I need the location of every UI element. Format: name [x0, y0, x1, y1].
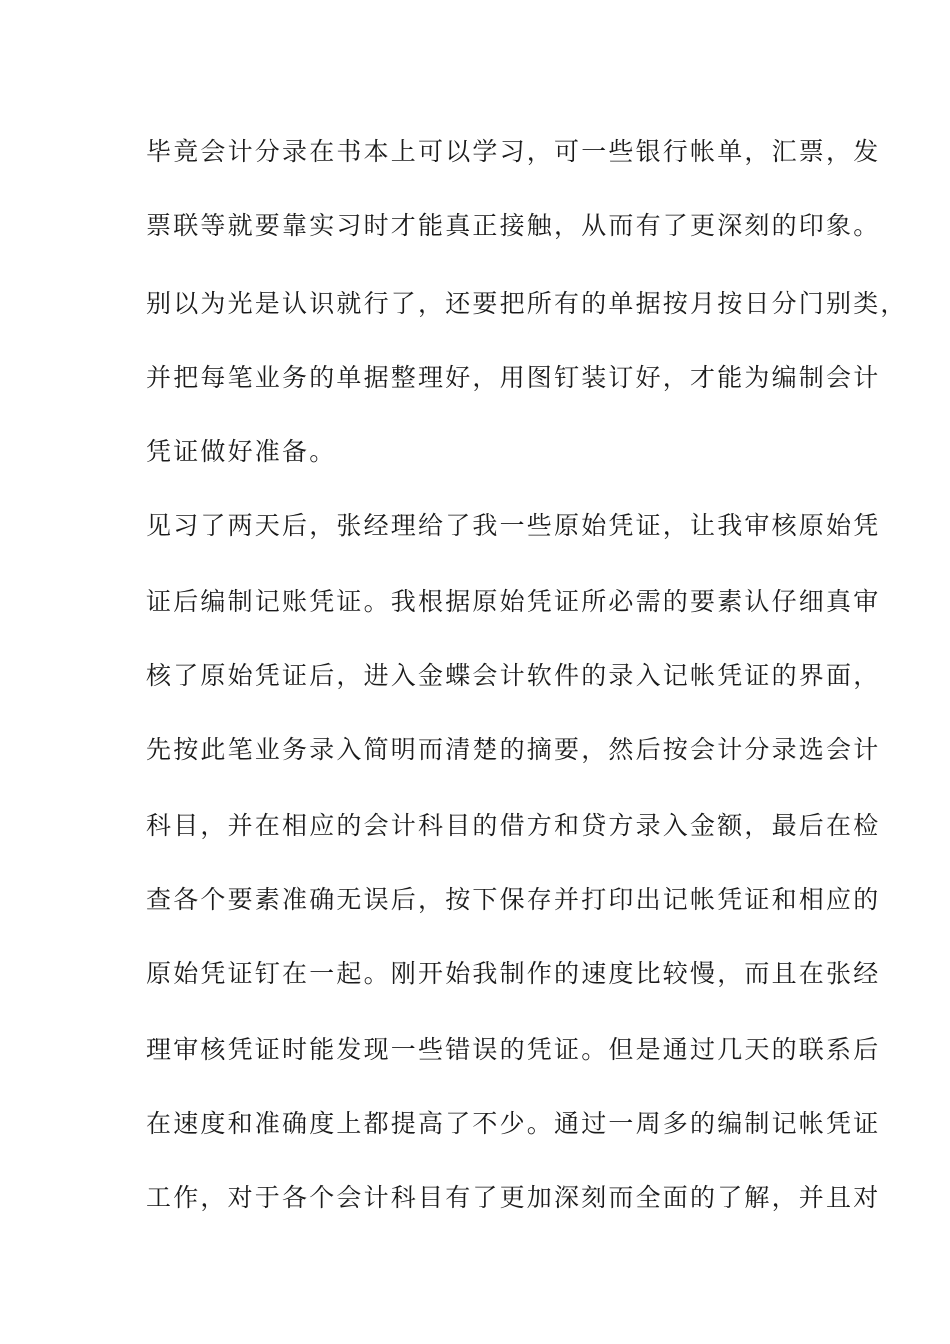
text-line-13: 理审核凭证时能发现一些错误的凭证。但是通过几天的联系后 [146, 1035, 881, 1064]
text-line-7: 证后编制记账凭证。我根据原始凭证所必需的要素认仔细真审 [146, 587, 881, 616]
text-line-11: 查各个要素准确无误后，按下保存并打印出记帐凭证和相应的 [146, 885, 881, 914]
text-line-10: 科目，并在相应的会计科目的借方和贷方录入金额，最后在检 [146, 811, 881, 840]
text-line-9: 先按此笔业务录入简明而清楚的摘要，然后按会计分录选会计 [146, 735, 881, 764]
text-line-15: 工作，对于各个会计科目有了更加深刻而全面的了解，并且对 [146, 1183, 881, 1212]
text-line-1: 毕竟会计分录在书本上可以学习，可一些银行帐单，汇票，发 [146, 137, 881, 166]
text-line-12: 原始凭证钉在一起。刚开始我制作的速度比较慢，而且在张经 [146, 959, 881, 988]
text-line-14: 在速度和准确度上都提高了不少。通过一周多的编制记帐凭证 [146, 1109, 881, 1138]
text-line-6: 见习了两天后，张经理给了我一些原始凭证，让我审核原始凭 [146, 511, 881, 540]
text-line-4: 并把每笔业务的单据整理好，用图钉装订好，才能为编制会计 [146, 363, 881, 392]
text-line-8: 核了原始凭证后，进入金蝶会计软件的录入记帐凭证的界面， [146, 661, 881, 690]
text-line-2: 票联等就要靠实习时才能真正接触，从而有了更深刻的印象。 [146, 211, 881, 240]
text-line-3: 别以为光是认识就行了，还要把所有的单据按月按日分门别类， [146, 289, 908, 318]
text-line-5: 凭证做好准备。 [146, 437, 337, 466]
